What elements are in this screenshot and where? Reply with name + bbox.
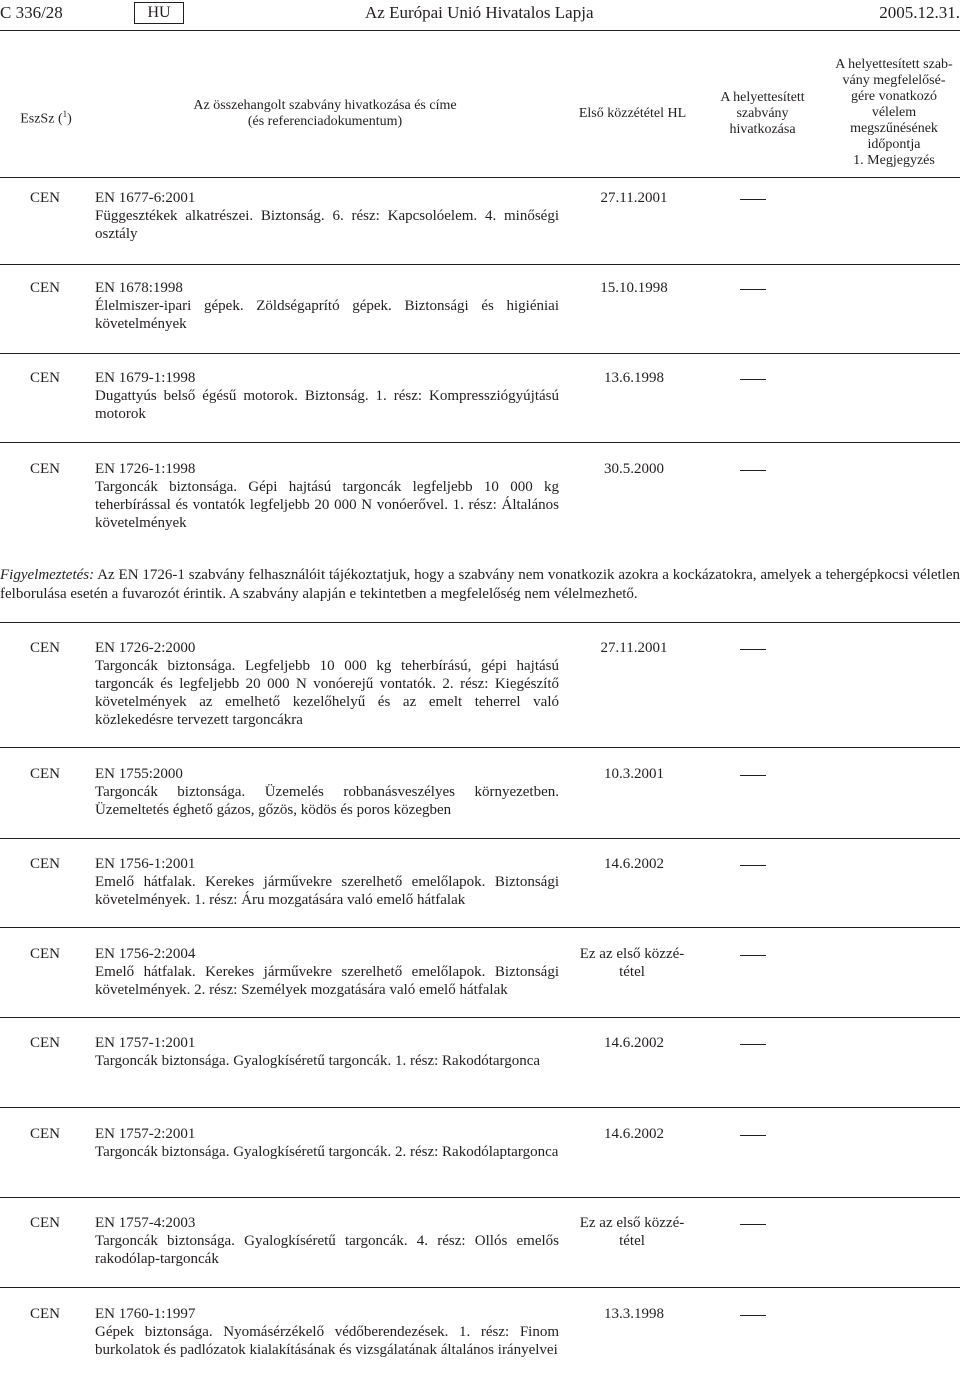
standard-code: EN 1678:1998 [95,280,183,296]
standard-code: EN 1677-6:2001 [95,190,196,206]
th-cessation-line7: 1. Megjegyzés [853,153,935,168]
first-pub-date: 15.10.1998 [600,280,668,296]
row-standard [95,1125,559,1161]
warning-text: Az EN 1726-1 szabvány felhasználóit tájékoztatjuk, hogy a szabvány nem vonatkozik azokra a kockázatokra, amelyek a tehergépkocsi véletlen felborulása esetén a fuvarozót érintik. A szabvány alapján e tekintetben a megfelelőség nem vélelmezhető. [0,567,960,602]
replaced-dash [740,379,766,380]
first-pub-date: 30.5.2000 [604,461,664,477]
th-replaced [700,90,825,138]
th-cessation [828,57,960,169]
replaced-dash [740,955,766,956]
row-esz: CEN [30,946,60,962]
standard-code: EN 1757-2:2001 [95,1126,196,1142]
row-standard [95,1305,559,1359]
table-header-rule [0,177,960,178]
first-pub-date: 13.6.1998 [604,370,664,386]
first-pub-date: 10.3.2001 [604,766,664,782]
first-pub-date: 14.6.2002 [604,1035,664,1051]
row-standard [95,639,559,729]
first-pub-date: 27.11.2001 [600,640,668,656]
page-code: C 336/28 [0,3,63,22]
standard-title: Függesztékek alkatrészei. Biztonság. 6. rész: Kapcsolóelem. 4. minőségi osztály [95,208,559,242]
row-standard [95,1214,559,1268]
standard-code: EN 1679-1:1998 [95,370,196,386]
row-separator [0,747,960,748]
standard-code: EN 1757-4:2003 [95,1215,196,1231]
row-separator [0,353,960,354]
row-standard [95,279,559,333]
standard-code: EN 1726-2:2000 [95,640,196,656]
th-cessation-line2: vány megfelelősé- [842,73,946,88]
th-esz-label: EszSz [20,111,55,127]
first-pub-date: Ez az első közzé-tétel [579,946,685,980]
th-first-pub: Első közzététel HL [578,106,687,121]
row-standard [95,765,559,819]
replaced-dash [740,775,766,776]
replaced-dash [740,470,766,471]
replaced-dash [740,649,766,650]
th-replaced-line1: A helyettesített [720,90,805,105]
standard-code: EN 1726-1:1998 [95,461,196,477]
standard-title: Emelő hátfalak. Kerekes járművekre szerelhető emelőlapok. Biztonsági követelmények. 1. rész: Áru mozgatására való emelő hátfalak [95,874,559,908]
row-standard [95,460,559,532]
th-standard-line1: Az összehangolt szabvány hivatkozása és címe [193,98,457,113]
row-separator [0,927,960,928]
standard-title: Targoncák biztonsága. Gépi hajtású targoncák legfeljebb 10 000 kg teherbírással és vontatók legfeljebb 20 000 N vonóerővel. 1. rész: Általános követelmények [95,479,559,531]
first-pub-date: 27.11.2001 [600,190,668,206]
standard-code: EN 1755:2000 [95,766,183,782]
row-separator [0,1017,960,1018]
standard-title: Targoncák biztonsága. Gyalogkíséretű targoncák. 4. rész: Ollós emelős rakodólap-targoncák [95,1233,559,1267]
th-cessation-line1: A helyettesített szab- [835,57,953,72]
th-cessation-line5: megszűnésének [850,121,938,136]
replaced-dash [740,1224,766,1225]
row-separator [0,264,960,265]
row-esz: CEN [30,640,60,656]
standard-code: EN 1760-1:1997 [95,1306,196,1322]
standard-code: EN 1757-1:2001 [95,1035,196,1051]
row-esz: CEN [30,370,60,386]
row-esz: CEN [30,1126,60,1142]
warning-note [0,566,960,604]
row-esz: CEN [30,461,60,477]
replaced-dash [740,1135,766,1136]
row-esz: CEN [30,1306,60,1322]
th-standard-line2: (és referenciadokumentum) [247,114,403,129]
first-pub-date: 14.6.2002 [604,1126,664,1142]
th-cessation-line3: gére vonatkozó [851,89,937,104]
replaced-dash [740,865,766,866]
row-separator [0,622,960,623]
row-standard [95,855,559,909]
row-separator [0,1197,960,1198]
replaced-dash [740,1315,766,1316]
th-replaced-line3: hivatkozása [729,122,796,137]
row-esz: CEN [30,1035,60,1051]
row-esz: CEN [30,766,60,782]
standard-title: Dugattyús belső égésű motorok. Biztonság. 1. rész: Kompressziógyújtású motorok [95,388,559,422]
row-esz: CEN [30,190,60,206]
th-replaced-line2: szabvány [736,106,789,121]
journal-header [0,0,960,30]
first-pub-date: Ez az első közzé-tétel [579,1215,685,1249]
th-standard [155,98,495,130]
row-separator [0,1107,960,1108]
th-esz: EszSz ($^1$) [20,109,72,127]
standard-title: Élelmiszer-ipari gépek. Zöldségaprító gépek. Biztonsági és higiéniai követelmények [95,298,559,332]
row-separator [0,1287,960,1288]
replaced-dash [740,289,766,290]
header-rule [0,30,960,31]
standard-title: Targoncák biztonsága. Legfeljebb 10 000 kg teherbírású, gépi hajtású targoncák és legfeljebb 20 000 N vonóerejű vontatók. 2. rész: Kiegészítő követelmények az emelhető kezelőhelyű és az emelt teherrel való közlekedésre tervezett targoncákra [95,658,559,728]
standard-title: Emelő hátfalak. Kerekes járművekre szerelhető emelőlapok. Biztonsági követelmények. 2. rész: Személyek mozgatására való emelő hátfalak [95,964,559,998]
th-cessation-line6: időpontja [867,137,921,152]
first-pub-date: 13.3.1998 [604,1306,664,1322]
row-esz: CEN [30,1215,60,1231]
standard-code: EN 1756-1:2001 [95,856,196,872]
warning-label: Figyelmeztetés: [0,567,95,583]
row-esz: CEN [30,280,60,296]
row-standard [95,369,559,423]
standard-code: EN 1756-2:2004 [95,946,196,962]
standard-title: Targoncák biztonsága. Gyalogkíséretű targoncák. 1. rész: Rakodótargonca [95,1053,541,1069]
first-pub-date: 14.6.2002 [604,856,664,872]
standard-title: Targoncák biztonsága. Üzemelés robbanásveszélyes környezetben. Üzemeltetés éghető gázos, gőzös, ködös és poros közegben [95,784,559,818]
row-standard [95,945,559,999]
row-separator [0,838,960,839]
th-cessation-line4: vélelem [871,105,917,120]
journal-title: Az Európai Unió Hivatalos Lapja [365,3,594,22]
row-standard [95,189,559,243]
issue-date: 2005.12.31. [879,3,960,22]
replaced-dash [740,1044,766,1045]
row-esz: CEN [30,856,60,872]
language-badge: HU [134,2,184,24]
th-esz-note: 1 [62,109,68,119]
standard-title: Targoncák biztonsága. Gyalogkíséretű targoncák. 2. rész: Rakodólaptargonca [95,1144,559,1160]
standard-title: Gépek biztonsága. Nyomásérzékelő védőberendezések. 1. rész: Finom burkolatok és padlózatok kialakításának és vizsgálatának általános irányelvei [95,1324,559,1358]
row-separator [0,442,960,443]
row-standard [95,1034,559,1070]
replaced-dash [740,199,766,200]
